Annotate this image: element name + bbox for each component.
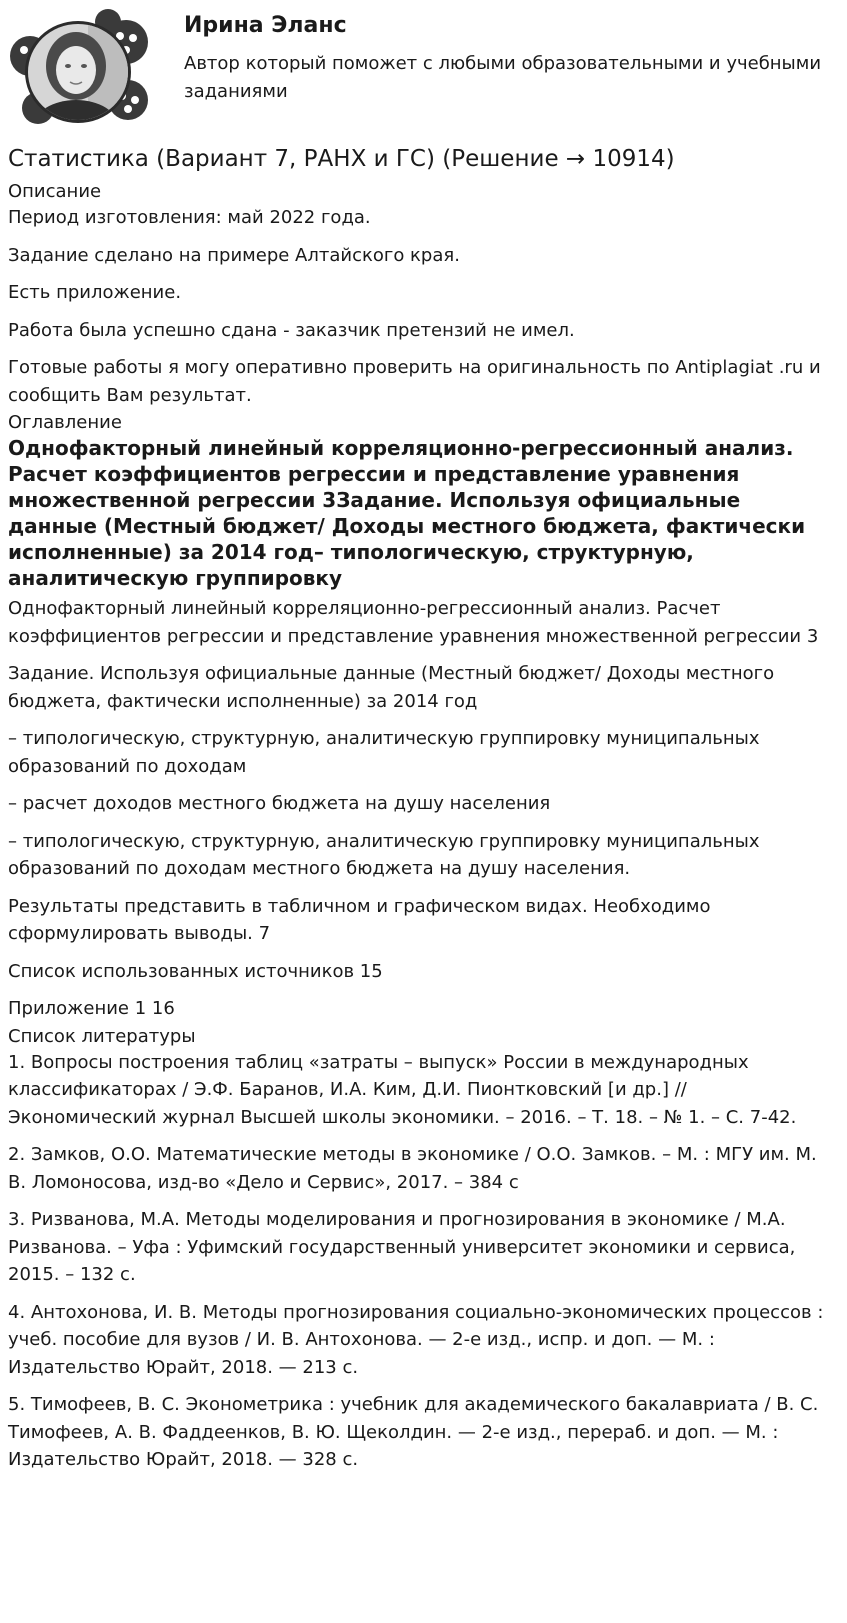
author-header <box>8 8 839 128</box>
toc-paragraph: Результаты представить в табличном и графическом видах. Необходимо сформулировать выводы. 7 <box>8 895 711 944</box>
description-paragraph: Есть приложение. <box>8 282 182 303</box>
toc-paragraph: Однофакторный линейный корреляционно-регрессионный анализ. Расчет коэффициентов регрессии и представление уравнения множественной регрессии 3 <box>8 598 819 647</box>
toc-label: Оглавление <box>8 412 122 433</box>
description-paragraph: Готовые работы я могу оперативно проверить на оригинальность по Antiplagiat .ru и сообщить Вам результат. <box>8 357 821 406</box>
literature-item: 5. Тимофеев, В. С. Эконометрика : учебник для академического бакалавриата / В. С. Тимофеев, А. В. Фаддеенков, В. Ю. Щеколдин. — 2-е изд., перераб. и доп. — М. : Издательство Юрайт, 2018. — 328 с. <box>8 1394 819 1470</box>
toc-paragraph: Задание. Используя официальные данные (Местный бюджет/ Доходы местного бюджета, фактически исполненные) за 2014 год <box>8 663 775 712</box>
description-paragraph: Задание сделано на примере Алтайского края. <box>8 244 460 266</box>
toc-heading: Однофакторный линейный корреляционно-регрессионный анализ. Расчет коэффициентов регрессии и представление уравнения множественной регрессии 3Задание. Используя официальные данные (Местный бюджет/ Доходы местного бюджета, фактически исполненные) за 2014 год– типологическую, структурную, аналитическую группировку <box>8 436 806 590</box>
literature-label: Список литературы <box>8 1025 196 1047</box>
toc-paragraph: Список использованных источников 15 <box>8 960 383 982</box>
page-title: Статистика (Вариант 7, РАНХ и ГС) (Решение → 10914) <box>8 146 675 172</box>
description-paragraph: Работа была успешно сдана - заказчик претензий не имел. <box>8 319 575 341</box>
description-label: Описание <box>8 181 102 202</box>
author-name: Ирина Эланс <box>184 13 347 38</box>
literature-item: 3. Ризванова, М.А. Методы моделирования и прогнозирования в экономике / М.А. Ризванова. – Уфа : Уфимский государственный университет экономики и сервиса, 2015. – 132 с. <box>8 1209 796 1285</box>
main-content <box>8 142 836 1484</box>
literature-item: 1. Вопросы построения таблиц «затраты – выпуск» России в международных классификаторах / Э.Ф. Баранов, И.А. Ким, Д.И. Пионтковский [и др.] // Экономический журнал Высшей школы экономики. – 2016. – Т. 18. – № 1. – С. 7-42. <box>8 1051 797 1128</box>
toc-paragraph: – типологическую, структурную, аналитическую группировку муниципальных образований по доходам местного бюджета на душу населения. <box>8 830 760 879</box>
description-paragraph: Период изготовления: май 2022 года. <box>8 207 371 228</box>
toc-paragraph: – расчет доходов местного бюджета на душу населения <box>8 793 551 814</box>
toc-paragraph: – типологическую, структурную, аналитическую группировку муниципальных образований по доходам <box>8 728 760 777</box>
toc-paragraph: Приложение 1 16 <box>8 998 175 1019</box>
literature-item: 2. Замков, О.О. Математические методы в экономике / О.О. Замков. – М. : МГУ им. М. В. Ломоносова, изд-во «Дело и Сервис», 2017. – 384 с <box>8 1144 817 1193</box>
literature-item: 4. Антохонова, И. В. Методы прогнозирования социально-экономических процессов : учеб. пособие для вузов / И. В. Антохонова. — 2-е изд., испр. и доп. — М. : Издательство Юрайт, 2018. — 213 с. <box>8 1301 824 1378</box>
author-description: Автор который поможет с любыми образовательными и учебными заданиями <box>184 53 822 102</box>
author-avatar <box>8 8 150 128</box>
